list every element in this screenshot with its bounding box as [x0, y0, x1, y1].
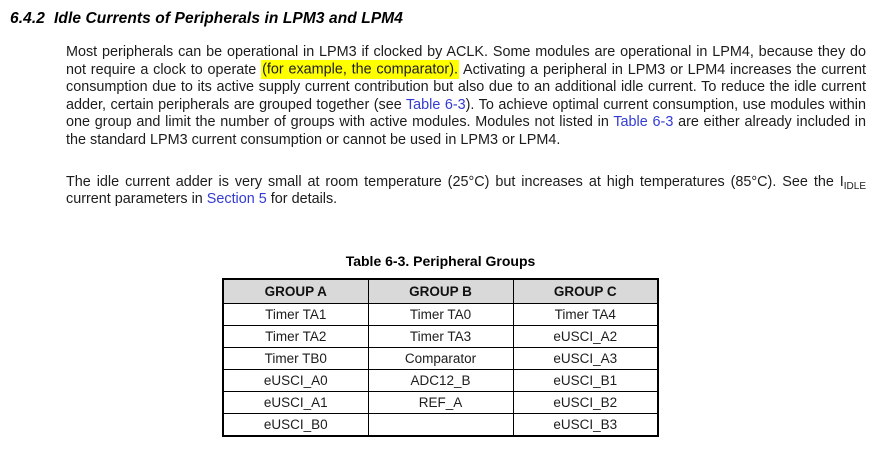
- highlighted-text: (for example, the comparator).: [262, 61, 458, 78]
- section-title: Idle Currents of Peripherals in LPM3 and LPM4: [53, 10, 403, 27]
- table-body: [223, 304, 658, 436]
- table-cell: Timer TA2: [223, 326, 368, 348]
- paragraph-peripheral-operation: [66, 44, 866, 150]
- table-cell: eUSCI_B2: [513, 392, 658, 414]
- table-cell: eUSCI_B0: [223, 414, 368, 436]
- table-cell: Timer TA4: [513, 304, 658, 326]
- table-cell: [368, 414, 513, 436]
- table-cell: eUSCI_A3: [513, 348, 658, 370]
- table-row: [223, 392, 658, 414]
- subscript-text: IDLE: [843, 180, 866, 192]
- body-text: ). To achieve optimal current consumption, use modules within one group and limit the number of groups with active modules. Modules not listed in: [66, 96, 866, 131]
- cross-reference-link[interactable]: Table 6-3: [613, 114, 674, 131]
- table-cell: ADC12_B: [368, 370, 513, 392]
- table-row: [223, 326, 658, 348]
- table-cell: Timer TA1: [223, 304, 368, 326]
- cross-reference-link[interactable]: Table 6-3: [405, 96, 466, 113]
- paragraph-idle-current-adder: [66, 174, 866, 209]
- table-row: [223, 414, 658, 436]
- table-row: [223, 348, 658, 370]
- table-cell: Timer TA3: [368, 326, 513, 348]
- section-number: 6.4.2: [10, 10, 45, 27]
- table-row: [223, 304, 658, 326]
- body-content: [66, 44, 866, 209]
- table-header-cell: GROUP A: [223, 279, 368, 304]
- table-cell: eUSCI_B1: [513, 370, 658, 392]
- table-cell: eUSCI_A1: [223, 392, 368, 414]
- table-cell: eUSCI_A0: [223, 370, 368, 392]
- body-text: The idle current adder is very small at room temperature (25°C) but increases at high temperatures (85°C). See the I: [66, 173, 844, 190]
- table-cell: eUSCI_B3: [513, 414, 658, 436]
- body-text: current parameters in: [66, 191, 207, 208]
- table-cell: eUSCI_A2: [513, 326, 658, 348]
- table-cell: Timer TB0: [223, 348, 368, 370]
- table-cell: Timer TA0: [368, 304, 513, 326]
- peripheral-groups-table: [222, 278, 659, 437]
- body-text: Activating a peripheral in LPM3 or LPM4 increases the current consumption due to its active supply current contribution but also due to an additional idle current. To reduce the idle current adder, certain peripherals are grouped together (see: [66, 61, 866, 113]
- table-header-row: [223, 279, 658, 304]
- table-row: [223, 370, 658, 392]
- table-cell: REF_A: [368, 392, 513, 414]
- table-header-cell: GROUP B: [368, 279, 513, 304]
- body-text: are either already included in the standard LPM3 current consumption or cannot be used in LPM3 or LPM4.: [66, 114, 867, 148]
- table-header-cell: GROUP C: [513, 279, 658, 304]
- cross-reference-link[interactable]: Section 5: [206, 191, 267, 208]
- section-heading: [10, 10, 881, 28]
- body-text: Most peripherals can be operational in LPM3 if clocked by ACLK. Some modules are operational in LPM4, because they do not require a clock to operate: [66, 44, 866, 78]
- body-text: for details.: [266, 191, 338, 208]
- table-caption: Table 6-3. Peripheral Groups: [345, 252, 536, 269]
- table-cell: Comparator: [368, 348, 513, 370]
